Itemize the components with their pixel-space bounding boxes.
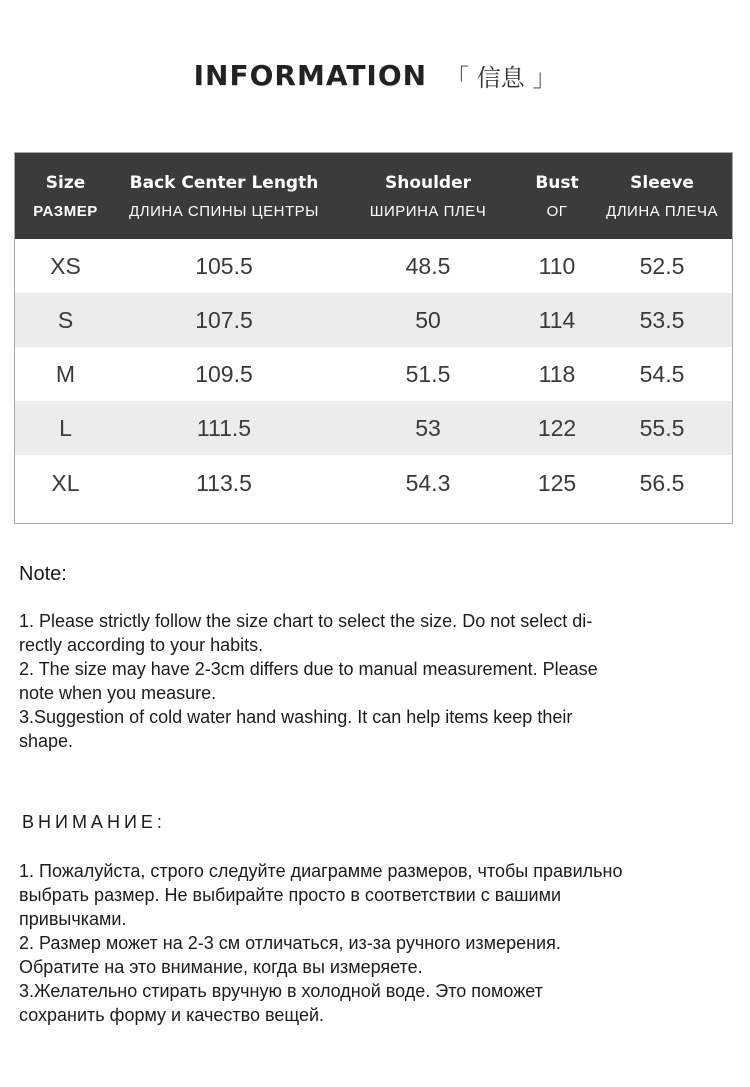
russian-note bbox=[19, 810, 729, 1027]
table-row bbox=[15, 239, 732, 293]
cell-shoulder: 54.3 bbox=[405, 469, 451, 496]
cell-sleeve: 52.5 bbox=[639, 252, 685, 279]
header-label-en: Bust bbox=[535, 172, 579, 193]
cell-size: S bbox=[57, 306, 74, 333]
table-row bbox=[15, 401, 732, 455]
cell-back-center-length: 113.5 bbox=[196, 469, 252, 496]
note-line: shape. bbox=[19, 731, 74, 751]
page-title bbox=[0, 58, 750, 93]
header-label-ru: ШИРИНА ПЛЕЧ bbox=[369, 202, 487, 220]
table-header bbox=[15, 153, 732, 239]
cell-back-center-length: 109.5 bbox=[195, 360, 253, 387]
russian-note-line: 3.Желательно стирать вручную в холодной воде. Это поможет bbox=[19, 981, 543, 1001]
cell-shoulder: 50 bbox=[415, 306, 441, 333]
cell-bust: 118 bbox=[538, 360, 576, 387]
russian-note-line: 1. Пожалуйста, строго следуйте диаграмме размеров, чтобы правильно bbox=[19, 861, 623, 881]
russian-note-line: сохранить форму и качество вещей. bbox=[19, 1005, 325, 1025]
cell-back-center-length: 105.5 bbox=[195, 252, 253, 279]
header-sleeve bbox=[590, 153, 734, 239]
note-line: 2. The size may have 2-3cm differs due to manual measurement. Please bbox=[19, 659, 598, 679]
note-line: 3.Suggestion of cold water hand washing. It can help items keep their bbox=[19, 707, 573, 727]
header-label-en: Size bbox=[45, 172, 86, 193]
cell-shoulder: 51.5 bbox=[405, 360, 451, 387]
cell-sleeve: 53.5 bbox=[639, 306, 685, 333]
header-label-ru: ДЛИНА СПИНЫ ЦЕНТРЫ bbox=[129, 202, 319, 220]
english-note bbox=[19, 562, 719, 753]
header-size bbox=[15, 153, 116, 239]
russian-note-line: привычками. bbox=[19, 909, 127, 929]
header-label-ru: ДЛИНА ПЛЕЧА bbox=[606, 202, 718, 220]
header-shoulder bbox=[332, 153, 524, 239]
cell-bust: 125 bbox=[537, 469, 577, 496]
cell-bust: 110 bbox=[538, 252, 576, 279]
table-row bbox=[15, 455, 732, 511]
russian-note-line: Обратите на это внимание, когда вы измеряете. bbox=[19, 957, 423, 977]
table-row bbox=[15, 347, 732, 401]
header-label-en: Shoulder bbox=[384, 172, 472, 193]
note-line: 1. Please strictly follow the size chart to select the size. Do not select di- bbox=[19, 611, 593, 631]
title-english: INFORMATION bbox=[193, 59, 428, 92]
cell-back-center-length: 111.5 bbox=[196, 414, 252, 441]
cell-shoulder: 53 bbox=[415, 414, 441, 441]
title-chinese: 「 信息 」 bbox=[445, 64, 557, 92]
header-label-ru: РАЗМЕР bbox=[33, 202, 98, 220]
cell-size: L bbox=[59, 414, 72, 441]
cell-size: XL bbox=[51, 469, 80, 496]
cell-sleeve: 55.5 bbox=[639, 414, 685, 441]
header-label-en: Sleeve bbox=[630, 172, 694, 193]
note-line: rectly according to your habits. bbox=[19, 635, 264, 655]
cell-sleeve: 56.5 bbox=[639, 469, 685, 496]
header-back-center-length bbox=[116, 153, 332, 239]
table-row bbox=[15, 293, 732, 347]
header-bust bbox=[524, 153, 590, 239]
russian-note-line: 2. Размер может на 2-3 см отличаться, из-за ручного измерения. bbox=[19, 933, 561, 953]
note-line: note when you measure. bbox=[19, 683, 217, 703]
size-chart-table bbox=[14, 152, 733, 524]
russian-note-line: выбрать размер. Не выбирайте просто в соответствии с вашими bbox=[19, 885, 562, 905]
cell-shoulder: 48.5 bbox=[405, 252, 451, 279]
cell-bust: 122 bbox=[537, 414, 577, 441]
cell-bust: 114 bbox=[538, 306, 576, 333]
cell-size: M bbox=[55, 360, 76, 387]
header-label-en: Back Center Length bbox=[129, 172, 319, 193]
cell-size: XS bbox=[50, 252, 81, 279]
note-title: Note: bbox=[19, 563, 67, 585]
russian-note-title: ВНИМАНИЕ: bbox=[22, 812, 166, 832]
cell-back-center-length: 107.5 bbox=[195, 306, 253, 333]
header-label-ru: ОГ bbox=[546, 202, 568, 220]
cell-sleeve: 54.5 bbox=[639, 360, 685, 387]
